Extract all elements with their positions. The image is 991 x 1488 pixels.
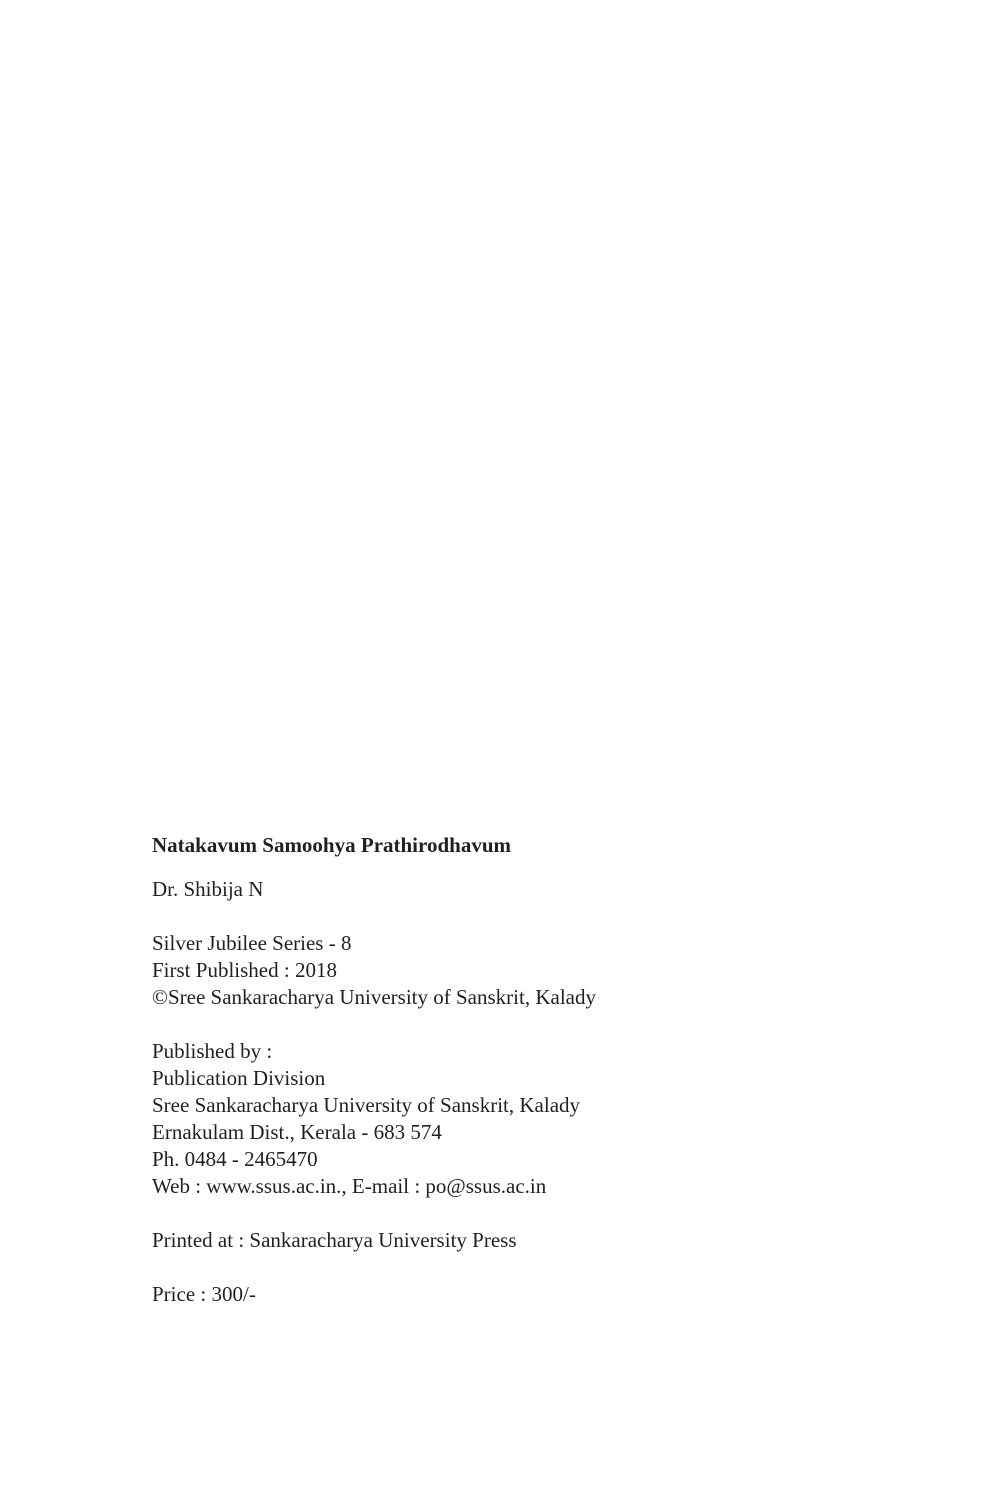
- price: Price : 300/-: [152, 1282, 256, 1306]
- author-name: Dr. Shibija N: [152, 877, 264, 901]
- series-line: Silver Jubilee Series - 8: [152, 931, 352, 955]
- postal-address: Ernakulam Dist., Kerala - 683 574: [152, 1120, 442, 1144]
- publisher-info: [152, 1038, 852, 1200]
- publication-division: Publication Division: [152, 1066, 326, 1090]
- printer-info: [152, 1227, 852, 1254]
- web-email-line: Web : www.ssus.ac.in., E-mail : po@ssus.ac.in: [152, 1174, 547, 1198]
- published-by-label: Published by :: [152, 1039, 273, 1063]
- printed-at: Printed at : Sankaracharya University Press: [152, 1228, 517, 1252]
- book-title: Natakavum Samoohya Prathirodhavum: [152, 833, 511, 857]
- imprint-page: [152, 832, 852, 1308]
- phone-number: Ph. 0484 - 2465470: [152, 1147, 318, 1171]
- price-info: [152, 1281, 852, 1308]
- university-name: Sree Sankaracharya University of Sanskrit, Kalady: [152, 1093, 581, 1117]
- series-info: [152, 930, 852, 1011]
- first-published: First Published : 2018: [152, 958, 337, 982]
- copyright-line: ©Sree Sankaracharya University of Sanskrit, Kalady: [152, 985, 596, 1009]
